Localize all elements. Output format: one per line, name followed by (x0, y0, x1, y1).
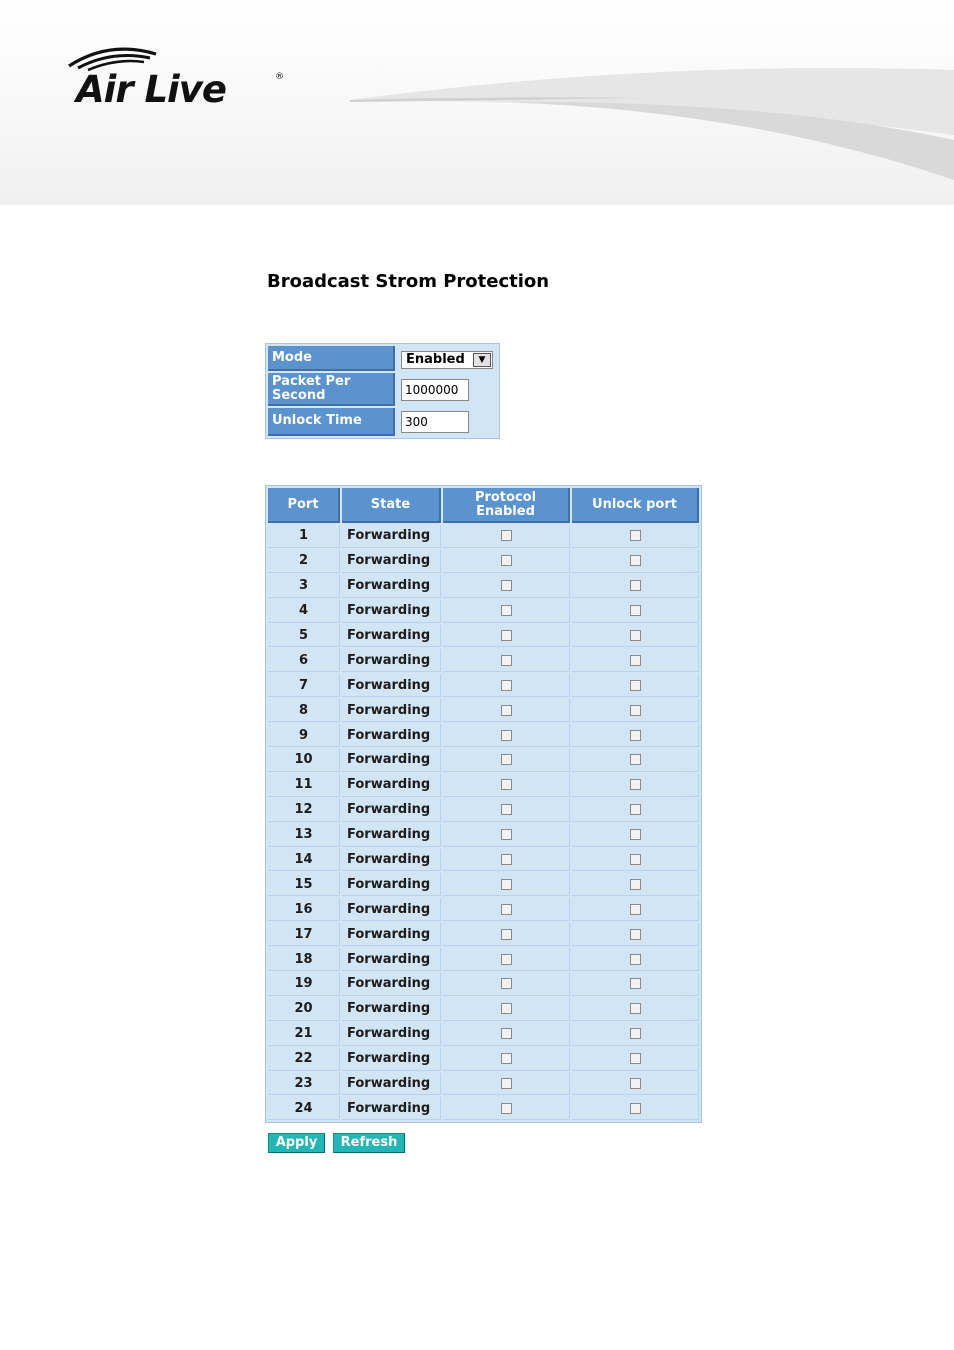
port-number: 20 (268, 998, 340, 1021)
unlock-port-checkbox[interactable] (630, 854, 641, 865)
port-state: Forwarding (342, 749, 441, 772)
port-state: Forwarding (342, 724, 441, 747)
port-state: Forwarding (342, 699, 441, 722)
port-number: 5 (268, 625, 340, 648)
protocol-enabled-checkbox[interactable] (501, 978, 512, 989)
protocol-enabled-cell (443, 873, 570, 896)
unlock-port-checkbox[interactable] (630, 605, 641, 616)
unlock-port-cell (572, 849, 699, 872)
port-state: Forwarding (342, 550, 441, 573)
protocol-enabled-cell (443, 550, 570, 573)
unlock-port-checkbox[interactable] (630, 1103, 641, 1114)
protocol-enabled-checkbox[interactable] (501, 555, 512, 566)
table-row (268, 1023, 699, 1046)
protocol-enabled-cell (443, 849, 570, 872)
protocol-enabled-checkbox[interactable] (501, 605, 512, 616)
unlock-time-input[interactable] (401, 411, 469, 433)
unlock-port-cell (572, 575, 699, 598)
protocol-enabled-cell (443, 923, 570, 946)
unlock-port-cell (572, 948, 699, 971)
protocol-enabled-cell (443, 998, 570, 1021)
unlock-port-cell (572, 1097, 699, 1120)
port-number: 21 (268, 1023, 340, 1046)
protocol-enabled-cell (443, 1023, 570, 1046)
unlock-port-checkbox[interactable] (630, 929, 641, 940)
port-state: Forwarding (342, 948, 441, 971)
table-row (268, 649, 699, 672)
unlock-port-cell (572, 824, 699, 847)
pps-label: Packet Per Second (268, 373, 395, 406)
port-state: Forwarding (342, 774, 441, 797)
protocol-enabled-cell (443, 649, 570, 672)
protocol-enabled-cell (443, 600, 570, 623)
table-row (268, 774, 699, 797)
protocol-enabled-cell (443, 699, 570, 722)
table-row (268, 1097, 699, 1120)
port-number: 8 (268, 699, 340, 722)
port-number: 19 (268, 973, 340, 996)
unlock-port-cell (572, 873, 699, 896)
port-state: Forwarding (342, 849, 441, 872)
port-state: Forwarding (342, 674, 441, 697)
table-row (268, 600, 699, 623)
unlock-port-cell (572, 749, 699, 772)
unlock-time-row (268, 408, 497, 436)
chevron-down-icon[interactable]: ▼ (473, 353, 491, 367)
protocol-enabled-checkbox[interactable] (501, 879, 512, 890)
protocol-enabled-checkbox[interactable] (501, 1103, 512, 1114)
protocol-enabled-cell (443, 824, 570, 847)
port-state: Forwarding (342, 799, 441, 822)
unlock-port-checkbox[interactable] (630, 730, 641, 741)
pps-cell (397, 373, 497, 406)
port-state: Forwarding (342, 625, 441, 648)
port-number: 15 (268, 873, 340, 896)
protocol-enabled-checkbox[interactable] (501, 954, 512, 965)
unlock-port-cell (572, 1023, 699, 1046)
port-state: Forwarding (342, 973, 441, 996)
table-row (268, 923, 699, 946)
table-row (268, 550, 699, 573)
unlock-port-cell (572, 998, 699, 1021)
mode-select-value: Enabled (406, 352, 465, 367)
table-row (268, 898, 699, 921)
unlock-port-checkbox[interactable] (630, 530, 641, 541)
protocol-enabled-cell (443, 1073, 570, 1096)
mode-cell (397, 346, 497, 371)
port-state: Forwarding (342, 873, 441, 896)
table-row (268, 525, 699, 548)
port-number: 22 (268, 1048, 340, 1071)
table-row (268, 699, 699, 722)
storm-settings-table (265, 343, 500, 439)
unlock-port-cell (572, 923, 699, 946)
mode-select[interactable] (401, 351, 493, 369)
port-number: 4 (268, 600, 340, 623)
table-row (268, 849, 699, 872)
port-number: 17 (268, 923, 340, 946)
port-state: Forwarding (342, 1048, 441, 1071)
port-state: Forwarding (342, 998, 441, 1021)
protocol-enabled-checkbox[interactable] (501, 1028, 512, 1039)
port-state: Forwarding (342, 600, 441, 623)
unlock-time-cell (397, 408, 497, 436)
mode-row (268, 346, 497, 371)
unlock-port-checkbox[interactable] (630, 779, 641, 790)
unlock-port-checkbox[interactable] (630, 1078, 641, 1089)
unlock-port-cell (572, 525, 699, 548)
protocol-enabled-checkbox[interactable] (501, 530, 512, 541)
port-number: 11 (268, 774, 340, 797)
col-header-protocol-enabled: Protocol Enabled (443, 488, 570, 523)
port-number: 18 (268, 948, 340, 971)
unlock-port-cell (572, 774, 699, 797)
table-row (268, 948, 699, 971)
unlock-port-checkbox[interactable] (630, 754, 641, 765)
table-row (268, 998, 699, 1021)
unlock-port-checkbox[interactable] (630, 1053, 641, 1064)
protocol-enabled-checkbox[interactable] (501, 829, 512, 840)
pps-input[interactable] (401, 379, 469, 401)
port-number: 12 (268, 799, 340, 822)
protocol-enabled-checkbox[interactable] (501, 630, 512, 641)
table-row (268, 973, 699, 996)
unlock-port-cell (572, 799, 699, 822)
protocol-enabled-checkbox[interactable] (501, 929, 512, 940)
port-state: Forwarding (342, 1097, 441, 1120)
port-table-body (268, 525, 699, 1120)
page-header-band (0, 0, 954, 205)
port-state: Forwarding (342, 923, 441, 946)
unlock-port-cell (572, 1048, 699, 1071)
unlock-port-checkbox[interactable] (630, 655, 641, 666)
port-number: 9 (268, 724, 340, 747)
port-number: 13 (268, 824, 340, 847)
port-number: 24 (268, 1097, 340, 1120)
port-state: Forwarding (342, 1073, 441, 1096)
protocol-enabled-cell (443, 1048, 570, 1071)
protocol-enabled-checkbox[interactable] (501, 904, 512, 915)
unlock-port-cell (572, 699, 699, 722)
unlock-port-cell (572, 973, 699, 996)
unlock-port-checkbox[interactable] (630, 705, 641, 716)
registered-mark: ® (275, 72, 284, 82)
unlock-time-label: Unlock Time (268, 408, 395, 436)
unlock-port-checkbox[interactable] (630, 630, 641, 641)
protocol-enabled-checkbox[interactable] (501, 655, 512, 666)
unlock-port-cell (572, 898, 699, 921)
col-header-unlock-port: Unlock port (572, 488, 699, 523)
port-number: 14 (268, 849, 340, 872)
protocol-enabled-checkbox[interactable] (501, 754, 512, 765)
protocol-enabled-checkbox[interactable] (501, 580, 512, 591)
port-state: Forwarding (342, 525, 441, 548)
airlive-logo (62, 42, 292, 112)
unlock-port-cell (572, 600, 699, 623)
protocol-enabled-checkbox[interactable] (501, 779, 512, 790)
unlock-port-checkbox[interactable] (630, 904, 641, 915)
unlock-port-checkbox[interactable] (630, 829, 641, 840)
protocol-enabled-cell (443, 749, 570, 772)
protocol-enabled-cell (443, 799, 570, 822)
table-row (268, 1073, 699, 1096)
col-header-state: State (342, 488, 441, 523)
port-state: Forwarding (342, 575, 441, 598)
port-number: 7 (268, 674, 340, 697)
table-row (268, 674, 699, 697)
page-title: Broadcast Strom Protection (267, 271, 550, 292)
pps-row (268, 373, 497, 406)
port-table-header-row (268, 488, 699, 523)
protocol-enabled-cell (443, 898, 570, 921)
unlock-port-cell (572, 674, 699, 697)
port-number: 2 (268, 550, 340, 573)
port-table (265, 485, 702, 1123)
table-row (268, 799, 699, 822)
protocol-enabled-cell (443, 575, 570, 598)
unlock-port-cell (572, 550, 699, 573)
unlock-port-checkbox[interactable] (630, 978, 641, 989)
unlock-port-cell (572, 1073, 699, 1096)
protocol-enabled-checkbox[interactable] (501, 1078, 512, 1089)
unlock-port-checkbox[interactable] (630, 1028, 641, 1039)
protocol-enabled-checkbox[interactable] (501, 804, 512, 815)
protocol-enabled-checkbox[interactable] (501, 730, 512, 741)
mode-label: Mode (268, 346, 395, 371)
protocol-enabled-cell (443, 973, 570, 996)
table-row (268, 575, 699, 598)
table-row (268, 625, 699, 648)
protocol-enabled-cell (443, 724, 570, 747)
table-row (268, 873, 699, 896)
port-state: Forwarding (342, 898, 441, 921)
port-number: 1 (268, 525, 340, 548)
logo-text: Air Live (76, 68, 226, 111)
protocol-enabled-cell (443, 525, 570, 548)
protocol-enabled-cell (443, 1097, 570, 1120)
table-row (268, 724, 699, 747)
unlock-port-checkbox[interactable] (630, 580, 641, 591)
table-row (268, 1048, 699, 1071)
unlock-port-checkbox[interactable] (630, 1003, 641, 1014)
port-number: 10 (268, 749, 340, 772)
header-swoosh-icon (350, 60, 954, 185)
unlock-port-checkbox[interactable] (630, 954, 641, 965)
port-number: 23 (268, 1073, 340, 1096)
apply-button[interactable]: Apply (268, 1133, 325, 1153)
port-state: Forwarding (342, 1023, 441, 1046)
unlock-port-cell (572, 649, 699, 672)
unlock-port-cell (572, 724, 699, 747)
unlock-port-checkbox[interactable] (630, 804, 641, 815)
unlock-port-checkbox[interactable] (630, 680, 641, 691)
protocol-enabled-cell (443, 948, 570, 971)
protocol-enabled-checkbox[interactable] (501, 1053, 512, 1064)
table-row (268, 824, 699, 847)
unlock-port-cell (572, 625, 699, 648)
protocol-enabled-cell (443, 625, 570, 648)
port-state: Forwarding (342, 824, 441, 847)
protocol-enabled-cell (443, 674, 570, 697)
port-number: 3 (268, 575, 340, 598)
table-row (268, 749, 699, 772)
protocol-enabled-checkbox[interactable] (501, 705, 512, 716)
port-state: Forwarding (342, 649, 441, 672)
port-number: 16 (268, 898, 340, 921)
protocol-enabled-checkbox[interactable] (501, 1003, 512, 1014)
protocol-enabled-cell (443, 774, 570, 797)
protocol-enabled-checkbox[interactable] (501, 680, 512, 691)
col-header-port: Port (268, 488, 340, 523)
refresh-button[interactable]: Refresh (333, 1133, 405, 1153)
unlock-port-checkbox[interactable] (630, 555, 641, 566)
port-number: 6 (268, 649, 340, 672)
unlock-port-checkbox[interactable] (630, 879, 641, 890)
protocol-enabled-checkbox[interactable] (501, 854, 512, 865)
